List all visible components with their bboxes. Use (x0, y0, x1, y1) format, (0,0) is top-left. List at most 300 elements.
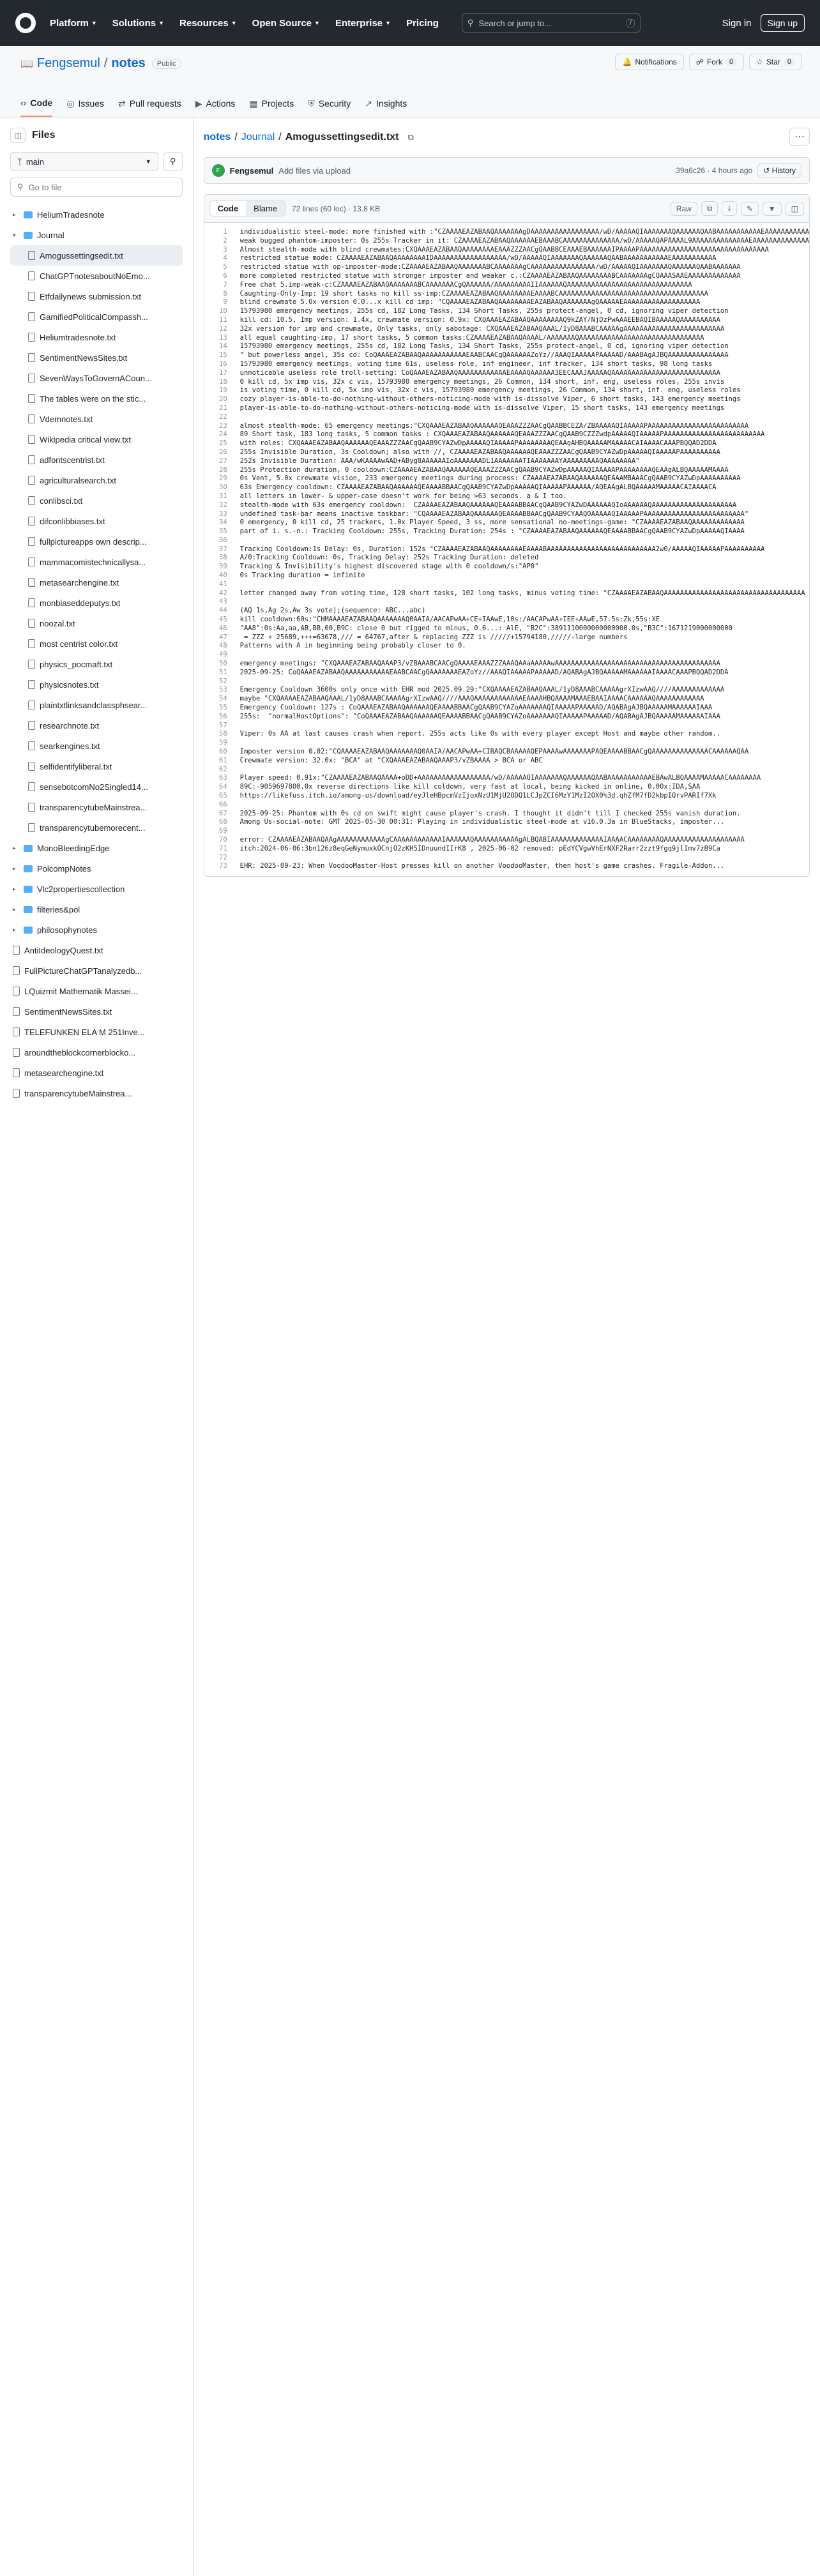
line-text: almost stealth-mode: 65 emergency meetings:"CXQAAAEAZABAAQAAAAAAQEAAAZZZAACgQAABBCEZA/ZBAAAAAQIAAAAAPAAAAAAAAAAAAAAAAAAAAAAAAA (239, 421, 749, 430)
tree-item-label: most centrist color.txt (40, 639, 118, 649)
line-number[interactable]: 14 (219, 342, 227, 351)
line-number[interactable]: 25 (219, 439, 227, 448)
line-number[interactable]: 68 (219, 818, 227, 826)
code-line (204, 342, 809, 351)
code-line (204, 757, 809, 766)
code-line (204, 713, 809, 722)
tree-folder[interactable] (10, 858, 183, 879)
tree-file[interactable] (10, 450, 183, 470)
file-icon (28, 762, 35, 771)
code-line (204, 369, 809, 378)
line-number[interactable]: 13 (219, 333, 227, 342)
file-icon (28, 435, 35, 444)
line-text: undefined task-bar means inactive taskbar: "CQAAAAEAZABAAQAAAAAAQEAAAABBAACgQAAB9CYAAQ0AAAAAQIAAAAAPAAAAAAAAAAAAAAAAAAAAAAAAA" (239, 510, 749, 518)
code-line (204, 678, 809, 686)
tree-item-label: metasearchengine.txt (40, 577, 119, 587)
line-number[interactable]: 67 (219, 809, 227, 817)
tab-label: Security (318, 98, 351, 109)
commit-hash[interactable]: 39a6c26 · 4 hours ago (676, 166, 753, 175)
line-text: blind crewmate 5.0x version 0.0...x kill cd imp: "CQAAAAEAZABAAQAAAAAAAAEAZABAAQAAAAAAAgQAAAAAEAAAAAAAAAAAAAAAAAAA (239, 298, 701, 307)
line-number[interactable]: 73 (219, 862, 227, 870)
breadcrumb-folder[interactable]: Journal (241, 132, 275, 142)
line-text: Imposter version 0.02:"CQAAAAEAZABAAQAAAAAAAQ0AAIA/AACAPwAA+CIBAQCBAAAAAQEPAAAAwAAAAAAAPAQEAAAABBAACgQAAAAAAAAAAAAAACAAAAAAQAA (239, 748, 749, 756)
chevron-right-icon[interactable]: ▸ (13, 844, 16, 851)
file-icon (28, 782, 35, 791)
line-text: kill cd: 10.5, Imp version: 1.4x, crewmate version: 0.9x: CXQAAAEAZABAAQAAAAAAAAQ9kZAY/NjDzPwAAAEEBAQIBAAAAAQAAAAAAAAAA (239, 315, 720, 324)
line-number[interactable]: 46 (219, 624, 227, 632)
tree-file[interactable] (10, 429, 183, 450)
tree-item-label: The tables were on the stic... (40, 393, 146, 404)
line-number[interactable]: 1 (223, 228, 227, 236)
line-text: 15793980 emergency meetings, voting time 61s, useless role, inf engineer, inf tracker, 134 short tasks, 98 long tasks (239, 360, 713, 368)
line-number[interactable]: 65 (219, 792, 227, 799)
commit-message[interactable]: Add files via upload (278, 165, 351, 176)
breadcrumb-root[interactable]: notes (203, 132, 231, 142)
more-options-icon[interactable]: ⋯ (789, 128, 810, 146)
history-icon: ↺ (763, 166, 772, 175)
file-icon (13, 966, 20, 975)
line-number[interactable]: 8 (223, 289, 227, 298)
notifications-label: Notifications (635, 57, 677, 66)
line-text: 0s Tracking duration = infinite (239, 572, 365, 580)
tree-file[interactable] (10, 1063, 183, 1083)
code-line (204, 854, 809, 863)
line-text: letter changed away from voting time, 128 short tasks, 102 long tasks, minus voting time: "CZAAAAEAZABAAQAAAAAAAAAAAAAAAAAAAAAAAAAAAAAAAAAAA (239, 589, 805, 597)
chevron-right-icon[interactable]: ▸ (13, 905, 16, 913)
line-number[interactable]: 45 (219, 616, 227, 624)
tree-file[interactable] (10, 633, 183, 654)
line-text: kill cooldown:60s:"CHMAAAAEAZABAAQAAAAAAAQ0AAIA/AACAPwAA+CE+IAAwE,10s:/AACAPwAA+IEE+AAwE,57.5s:Zk,55s:XE (239, 616, 660, 624)
tab-issues[interactable] (66, 91, 104, 117)
tree-item-label: AntiIdeologyQuest.txt (24, 945, 103, 955)
line-number[interactable]: 20 (219, 395, 227, 404)
line-number[interactable]: 23 (219, 421, 227, 430)
line-text: is voting time, 0 kill cd, 5x imp vis, 32x c vis, 15793980 emergency meetings, 26 Common, 134 short, inf. eng, useless roles (239, 386, 741, 395)
nav-menu-item[interactable] (179, 18, 237, 29)
file-icon (28, 741, 35, 750)
copy-path-icon[interactable]: ⧉ (407, 132, 414, 142)
line-number[interactable]: 42 (219, 589, 227, 597)
tree-item-label: filteries&pol (37, 904, 80, 914)
line-number[interactable]: 70 (219, 835, 227, 844)
code-line (204, 351, 809, 360)
line-number[interactable]: 48 (219, 642, 227, 650)
line-number[interactable]: 19 (219, 386, 227, 395)
line-text: " but powerless angel, 35s cd: CoQAAAEAZABAAQAAAAAAAAAAAEAABCAACgQAAAAAAZoYz//AAAQIAAAAAPAAAAAD/AAABAgAJBQAAAAAAAAAAAAAAA (239, 351, 729, 360)
line-text: stealth-mode with 63s emergency cooldown: CZAAAAEAZABAAQAAAAAAQEAAAABBAACgQAAB9CYAZwDAAAAAAQIoAAAAAAQAAAAAAAAAAAAAAAAAAAAA (239, 501, 737, 509)
line-number[interactable]: 66 (219, 800, 227, 808)
edit-icon[interactable]: ✎ (741, 202, 759, 216)
line-number[interactable]: 22 (219, 413, 227, 421)
fork-label: Fork (706, 57, 722, 66)
nav-menu-item[interactable] (50, 18, 97, 29)
file-icon (28, 517, 35, 526)
raw-button[interactable]: Raw (671, 202, 697, 216)
line-number[interactable]: 31 (219, 492, 227, 500)
breadcrumb-file: Amogussettingsedit.txt (285, 132, 399, 142)
line-number[interactable]: 17 (219, 368, 227, 377)
fork-icon: ☍ (695, 57, 704, 66)
line-text: emergency meetings: "CXQAAAEAZABAAQAAAP3/vZBAAABCAACgQAAAAEAAAZZZAAAQAAaAAAAAwAAAAAAAAAAAAAAAAAAAAAAAAAAAAAAAAAAAAAAAAA (239, 660, 720, 668)
tree-folder[interactable] (10, 899, 183, 920)
tree-file[interactable] (10, 409, 183, 429)
line-text: (AQ 1s,Ag 2s,Aw 3s vote);(sequence: ABC...abc) (239, 607, 426, 615)
code-line (204, 580, 809, 589)
chevron-down-icon[interactable]: ▾ (13, 231, 16, 238)
line-number[interactable]: 72 (219, 853, 227, 861)
issue-icon: ◎ (66, 98, 75, 109)
nav-menu-label: Open Source (252, 17, 312, 29)
tree-item-label: SevenWaysToGovernACoun... (40, 373, 152, 383)
line-number[interactable]: 26 (219, 448, 227, 456)
tree-item-label: TELEFUNKEN ELA M 251Inve... (24, 1027, 145, 1037)
line-number[interactable]: 9 (223, 298, 227, 307)
line-number[interactable]: 53 (219, 686, 227, 694)
line-number[interactable]: 36 (219, 536, 227, 544)
line-number[interactable]: 51 (219, 668, 227, 676)
search-placeholder: Search or jump to... (478, 18, 551, 28)
line-number[interactable]: 59 (219, 739, 227, 747)
code-line (204, 766, 809, 775)
sidebar-title: Files (32, 130, 56, 140)
tree-folder[interactable] (10, 225, 183, 245)
tree-file[interactable] (10, 511, 183, 531)
tab-security[interactable] (308, 91, 351, 117)
line-text: Emergency Cooldown 3600s only once with EHR mod 2025.09.29:"CXQAAAAEAZABAAQAAAL/1yD8AAABCAAAAAgrXIzwAAQ////AAAAAAAAAAAAA (239, 686, 725, 694)
line-text: Almost stealth-mode with blind crewmates:CXQAAAEAZABAAQAAAAAAAAEAAAZZZAACgQAABBCEAAAEBAAAAAAIPAAAAPAAAAAAAAAAAAAAAAAAAAAAAAAAAAAAAA (239, 245, 769, 254)
line-number[interactable]: 2 (223, 236, 227, 245)
tab-pull-requests[interactable] (118, 91, 181, 117)
line-text: more completed restricted statue with stronger imposter and weaker c.:CZAAAAEAZABAAQAAAAAAAABCAAAAAAAgCQAAASAAEAAAAAAAAAAAAA (239, 271, 741, 280)
tree-file[interactable] (10, 756, 183, 777)
blame-view-tab[interactable]: Blame (246, 201, 285, 216)
chevron-right-icon[interactable]: ▸ (13, 885, 16, 892)
line-number[interactable]: 27 (219, 457, 227, 465)
line-number[interactable]: 21 (219, 404, 227, 412)
tree-item-label: philosophynotes (37, 925, 97, 935)
tree-file[interactable] (10, 327, 183, 347)
file-icon (13, 1048, 20, 1057)
shield-icon: ⛨ (308, 98, 315, 109)
tree-folder[interactable] (10, 204, 183, 225)
line-number[interactable]: 41 (219, 580, 227, 588)
tree-file[interactable] (10, 266, 183, 286)
chevron-down-icon: ▼ (314, 20, 320, 26)
tree-file[interactable] (10, 1001, 183, 1022)
tree-folder[interactable] (10, 838, 183, 858)
tree-file[interactable] (10, 572, 183, 593)
code-line (204, 836, 809, 845)
code-line (204, 290, 809, 299)
nav-menu-label: Pricing (406, 17, 439, 29)
file-icon (28, 374, 35, 383)
code-line (204, 545, 809, 554)
tree-file[interactable] (10, 593, 183, 613)
avatar[interactable]: F (212, 164, 225, 177)
tab-label: Pull requests (129, 98, 181, 109)
tree-folder[interactable] (10, 920, 183, 940)
line-number[interactable]: 3 (223, 245, 227, 254)
code-line (204, 254, 809, 263)
code-line (204, 298, 809, 307)
line-text: 255s: "normalHostOptions": "CoQAAAEAZABAAQAAAAAAQEAAAABBAACgQAAB9CYAZoAAAAAAAQIAAAAAPAAAAAD/AQABAgAJBQAAAAAMAAAAAAIAAA (239, 712, 720, 720)
line-text: cozy player-is-able-to-do-nothing-without-others-noticing-mode with is-dissolve Viper, 6 short tasks, 143 emergency meetings (239, 395, 741, 404)
code-line (204, 422, 809, 431)
code-line (204, 642, 809, 651)
tree-file[interactable] (10, 531, 183, 552)
line-number[interactable]: 61 (219, 756, 227, 764)
notifications-button[interactable] (615, 54, 683, 70)
tree-file[interactable] (10, 736, 183, 756)
line-text: restricted statue with op-imposter-mode:CZAAAAEAZABAAQAAAAAAABCAAAAAAAgCAAAAAAAAAAAAAAAA/wD/AAAAAQIAAAAAAAQAAAAAAQAABAAAAAAA (239, 263, 741, 271)
tree-file[interactable] (10, 817, 183, 838)
pull-request-icon: ⇄ (118, 98, 126, 109)
line-text: "AA8":0s:Aa,aa,AB,BB,00,B9C: close 0 but rigged to minus, 0.6...: AlE, "B2C":3891110000000000000.0s,"B3C":1671219000000000 (239, 624, 733, 632)
line-text: Emergency Cooldown: 127s : CoQAAAEAZABAAQAAAAAAQEAAAABBAACgQAAB9CYAZoAAAAAAAQIAAAAAPAAAAAD/AQABAgAJBQAAAAAMAAAAAAIAAA (239, 704, 713, 712)
tree-file[interactable] (10, 1022, 183, 1042)
line-number[interactable]: 12 (219, 324, 227, 333)
code-line (204, 792, 809, 801)
line-number[interactable]: 30 (219, 483, 227, 492)
line-text: 32x version for imp and crewmate, Only tasks, only sabotage: CXQAAAEAZABAAQAAAL/1yD8AAABCAAAAAgAAAAAAAAAAAAAAAAAAAAAAAAA (239, 324, 725, 333)
nav-menu-item[interactable] (406, 18, 439, 29)
code-line (204, 272, 809, 281)
tree-file[interactable] (10, 307, 183, 327)
line-text: part of i. s.-n.: Tracking Cooldown: 255s, Tracking Duration: 254s : "CZAAAAEAZABAAQAAAAAAQEAAAABBAACgQAAB9CYAZwDpAAAAAQIAAAA (239, 527, 745, 536)
folder-icon (24, 845, 33, 852)
tree-file[interactable] (10, 490, 183, 511)
line-text: Patterns with A in beginning being probably closer to 0. (239, 642, 466, 650)
tab-projects[interactable] (249, 91, 294, 117)
chevron-right-icon[interactable]: ▸ (13, 926, 16, 933)
line-number[interactable]: 38 (219, 554, 227, 562)
tree-file[interactable] (10, 777, 183, 797)
line-number[interactable]: 40 (219, 572, 227, 580)
folder-icon (24, 886, 33, 893)
line-number[interactable]: 11 (219, 315, 227, 324)
line-number[interactable]: 62 (219, 765, 227, 773)
line-number[interactable]: 6 (223, 271, 227, 280)
go-to-file-input[interactable] (10, 178, 183, 197)
tree-item-label: physics_pocmaft.txt (40, 659, 113, 669)
file-icon (28, 476, 35, 485)
code-lines (204, 223, 809, 876)
line-number[interactable]: 55 (219, 704, 227, 712)
tree-file[interactable] (10, 940, 183, 960)
line-number[interactable]: 18 (219, 377, 227, 386)
fork-button[interactable] (689, 54, 744, 70)
line-text: itch:2024-06-06:3bn126z8eqGeNymuxkOCnjO2zKH5IDnuundIIrK8 , 2025-06-02 removed: pEdYCVgwVhErNXF2Rarr2zzt9fgq9jlImv7zB9Ca (239, 844, 720, 852)
line-text: https://likefuss.itch.io/among-us/download/eyJleHBpcmVzIjoxNzU1MjU2ODQ1LCJpZCI6MzY1MzI2OX0%3d.qhZfM7fD2kbpIQrvPARIf7Xk (239, 792, 717, 799)
line-number[interactable]: 4 (223, 254, 227, 262)
tree-file[interactable] (10, 674, 183, 695)
file-icon (13, 1089, 20, 1098)
search-icon: ⚲ (17, 182, 24, 192)
code-line (204, 616, 809, 625)
code-line (204, 827, 809, 836)
tree-file[interactable] (10, 613, 183, 633)
code-line (204, 801, 809, 810)
line-text: Tracking Cooldown:1s Delay: 0s, Duration: 152s "CZAAAAEAZABAAQAAAAAAAAEAAAABAAAAAAAAAAAAAAAAAAAAAAAAAAA2w0/AAAAAQIAAAAAPAAAAAAAAAA (239, 545, 765, 553)
line-number[interactable]: 34 (219, 519, 227, 527)
tree-item-label: Amogussettingsedit.txt (40, 250, 123, 261)
line-number[interactable]: 33 (219, 510, 227, 518)
line-number[interactable]: 44 (219, 607, 227, 615)
repo-owner-link[interactable]: Fengsemul (36, 56, 100, 70)
tree-file[interactable] (10, 797, 183, 817)
tree-item-label: mammacomistechnicallysa... (40, 557, 146, 567)
line-number[interactable]: 43 (219, 598, 227, 606)
tree-file[interactable] (10, 1083, 183, 1103)
line-number[interactable]: 71 (219, 844, 227, 852)
branch-selector[interactable] (10, 152, 158, 171)
tree-item-label: adfontscentrist.txt (40, 455, 105, 465)
line-number[interactable]: 10 (219, 307, 227, 315)
code-line (204, 536, 809, 545)
history-button[interactable] (757, 163, 801, 178)
download-icon[interactable]: ⤓ (722, 201, 736, 216)
tree-item-label: transparencytubeMainstrea... (24, 1088, 132, 1098)
file-icon (28, 353, 35, 362)
tree-item-label: Etfdailynews submission.txt (40, 291, 141, 301)
sign-in-link[interactable]: Sign in (722, 17, 752, 29)
tree-folder[interactable] (10, 879, 183, 899)
line-number[interactable]: 29 (219, 474, 227, 483)
line-number[interactable]: 7 (223, 280, 227, 289)
nav-menu-item[interactable] (335, 18, 391, 29)
tree-file[interactable] (10, 981, 183, 1001)
chevron-down-icon[interactable]: ▼ (763, 202, 782, 216)
line-number[interactable]: 37 (219, 545, 227, 553)
tab-insights[interactable] (365, 91, 407, 117)
nav-menu-item[interactable] (252, 18, 320, 29)
chevron-right-icon[interactable]: ▸ (13, 211, 16, 218)
tree-file[interactable] (10, 388, 183, 409)
line-number[interactable]: 63 (219, 774, 227, 782)
code-line (204, 263, 809, 272)
tree-file[interactable] (10, 654, 183, 674)
line-number[interactable]: 60 (219, 748, 227, 756)
chevron-down-icon: ▼ (158, 20, 165, 26)
tab-actions[interactable] (195, 91, 236, 117)
search-input[interactable] (462, 13, 641, 33)
tree-item-label: FullPictureChatGPTanalyzedb... (24, 966, 142, 976)
line-number[interactable]: 35 (219, 527, 227, 536)
tab-label: Issues (78, 98, 105, 109)
commit-author[interactable]: Fengsemul (229, 165, 274, 176)
repo-name-link[interactable]: notes (111, 56, 146, 70)
file-icon (28, 578, 35, 587)
folder-icon (24, 211, 33, 218)
tree-file[interactable] (10, 695, 183, 715)
line-number[interactable]: 32 (219, 501, 227, 509)
line-number[interactable]: 49 (219, 651, 227, 659)
line-text: = ZZZ + 25689,+++=63678,/// = 64767,after & replacing ZZZ is /////+15794180,/////-large numbers (239, 633, 628, 641)
nav-menu-label: Platform (50, 17, 89, 29)
search-files-button[interactable] (163, 152, 183, 171)
tree-item-label: GamifiedPoliticalCompassh... (40, 312, 148, 322)
line-number[interactable]: 16 (219, 360, 227, 368)
code-line (204, 845, 809, 854)
tree-file[interactable] (10, 715, 183, 736)
tree-item-label: LQuizmit Mathematik Massei... (24, 986, 138, 996)
go-to-file-placeholder: Go to file (28, 182, 62, 192)
code-view-tab[interactable]: Code (210, 201, 247, 216)
tree-item-label: selfidentifyliberal.txt (40, 761, 112, 771)
tab-code[interactable] (20, 91, 52, 117)
code-line (204, 686, 809, 695)
line-number[interactable]: 64 (219, 783, 227, 791)
line-number[interactable]: 54 (219, 695, 227, 703)
code-line (204, 492, 809, 501)
code-line (204, 554, 809, 563)
code-line (204, 237, 809, 246)
line-number[interactable]: 69 (219, 827, 227, 835)
line-text: 255s Invisible Duration, 3s Cooldown; also with //, CZAAAAEAZABAAQAAAAAAQEAAAZZZAACgQAAB9CYAZwDpAAAAAQIAAAAAPAAAAAAAAAA (239, 448, 720, 456)
nav-menu-item[interactable] (112, 18, 164, 29)
code-line (204, 395, 809, 404)
branch-icon: ᛉ (17, 156, 22, 167)
tree-file[interactable] (10, 470, 183, 490)
code-line (204, 474, 809, 483)
collapse-sidebar-icon[interactable]: ◫ (10, 128, 26, 143)
code-line (204, 774, 809, 783)
line-number[interactable]: 52 (219, 677, 227, 685)
tree-file[interactable] (10, 960, 183, 981)
line-number[interactable]: 15 (219, 351, 227, 360)
line-number[interactable]: 56 (219, 712, 227, 720)
tree-file[interactable] (10, 1042, 183, 1063)
github-logo-icon[interactable] (15, 13, 36, 33)
tab-label: Actions (206, 98, 236, 109)
file-icon (28, 312, 35, 321)
line-text: player-is-able-to-do-nothing-without-others-noticing-mode with is-dissolve Viper, 15 short tasks, 143 emergency meetings (239, 404, 725, 412)
breadcrumb-separator: / (278, 132, 282, 142)
tree-item-label: difconlibbiases.txt (40, 516, 105, 526)
tree-item-label: HeliumTradesnote (37, 209, 105, 220)
star-button[interactable] (749, 54, 802, 70)
tab-label: Insights (376, 98, 407, 109)
line-number[interactable]: 57 (219, 721, 227, 729)
line-number[interactable]: 47 (219, 633, 227, 641)
code-line (204, 730, 809, 739)
tree-file[interactable] (10, 552, 183, 572)
star-count: 0 (784, 58, 795, 66)
tree-file[interactable] (10, 286, 183, 307)
line-number[interactable]: 39 (219, 563, 227, 571)
line-number[interactable]: 58 (219, 730, 227, 738)
line-text: 89 Short task, 183 long tasks, 5 common tasks : CXQAAAEAZABAAQAAAAAAQEAAAZZZAACgQAAB9CZZZwdpAAAAAQIAAAAAPAAAAAAAAAAAAAAAAAAAAAAAAA (239, 430, 765, 439)
line-number[interactable]: 50 (219, 660, 227, 668)
tree-file[interactable] (10, 368, 183, 388)
tree-file[interactable] (10, 245, 183, 266)
copy-raw-icon[interactable]: ⧉ (701, 201, 718, 216)
line-number[interactable]: 28 (219, 466, 227, 474)
file-icon (28, 394, 35, 403)
nav-menu-label: Solutions (112, 17, 156, 29)
file-tree (10, 204, 183, 1103)
search-shortcut: / (626, 19, 635, 27)
code-line (204, 404, 809, 413)
symbols-panel-icon[interactable]: ◫ (786, 202, 804, 216)
line-number[interactable]: 24 (219, 430, 227, 439)
code-line (204, 457, 809, 466)
chevron-right-icon[interactable]: ▸ (13, 865, 16, 872)
tab-label: Code (30, 98, 53, 108)
tree-file[interactable] (10, 347, 183, 368)
line-number[interactable]: 5 (223, 263, 227, 271)
sign-up-button[interactable]: Sign up (761, 14, 805, 32)
